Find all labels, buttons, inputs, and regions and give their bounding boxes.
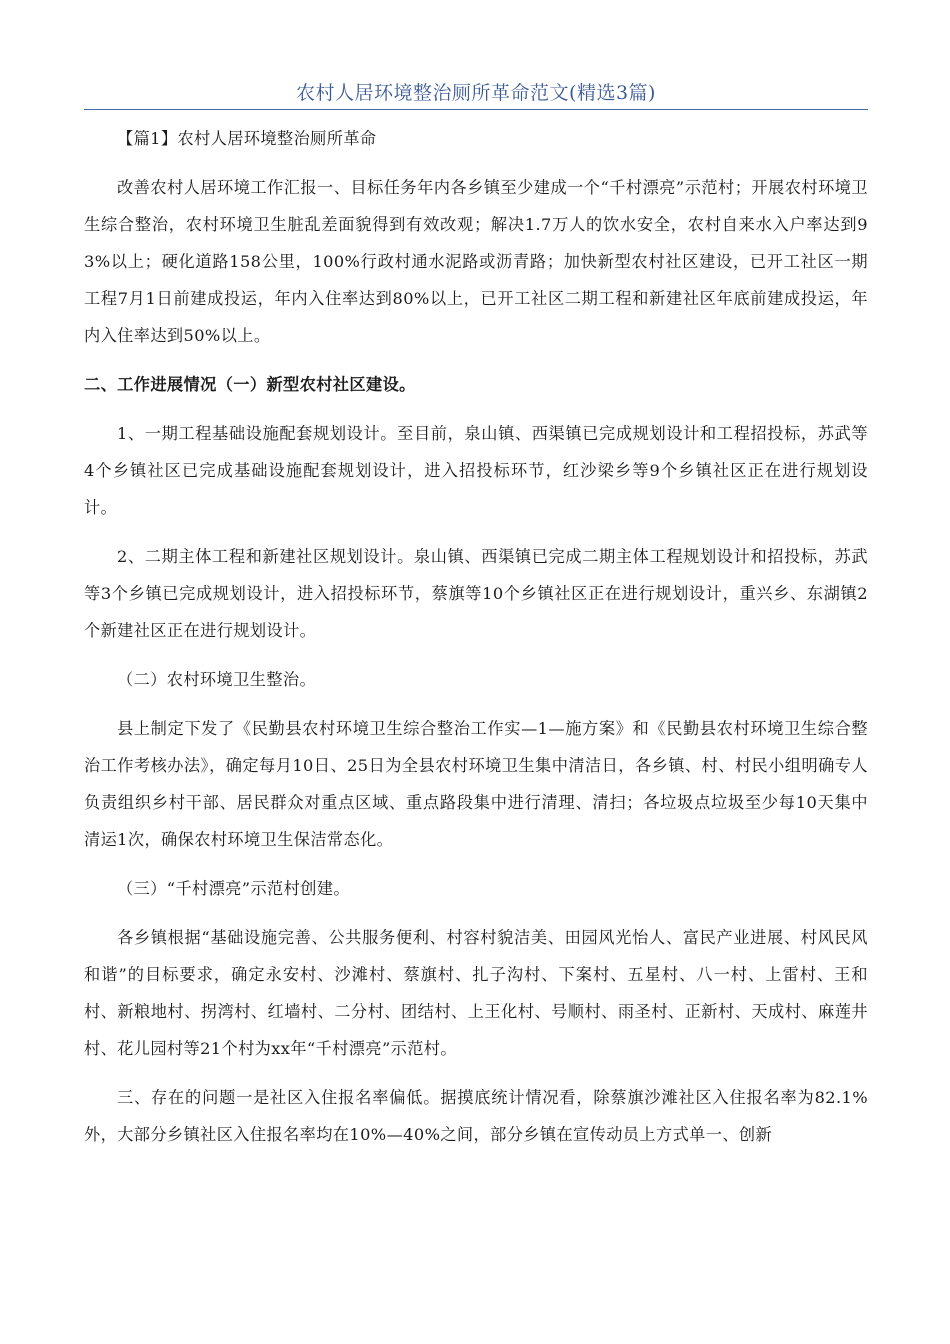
article-heading: 【篇1】农村人居环境整治厕所革命	[117, 129, 377, 148]
document-body	[84, 120, 868, 1153]
paragraph-problems: 三、存在的问题一是社区入住报名率偏低。据摸底统计情况看，除蔡旗沙滩社区入住报名率为82.1%外，大部分乡镇社区入住报名率均在10%—40%之间，部分乡镇在宣传动员上方式单一、创新	[84, 1088, 868, 1144]
paragraph-phase-two: 2、二期主体工程和新建社区规划设计。泉山镇、西渠镇已完成二期主体工程规划设计和招投标，苏武等3个乡镇已完成规划设计，进入招投标环节，蔡旗等10个乡镇社区正在进行规划设计，重兴乡、东湖镇2个新建社区正在进行规划设计。	[84, 547, 868, 640]
paragraph-phase-one: 1、一期工程基础设施配套规划设计。至目前，泉山镇、西渠镇已完成规划设计和工程招投标，苏武等4个乡镇社区已完成基础设施配套规划设计，进入招投标环节，红沙梁乡等9个乡镇社区正在进行规划设计。	[84, 424, 868, 517]
paragraph-demo-villages: 各乡镇根据“基础设施完善、公共服务便利、村容村貌洁美、田园风光怡人、富民产业进展、村风民风和谐”的目标要求，确定永安村、沙滩村、蔡旗村、扎子沟村、下案村、五星村、八一村、上雷村、王和村、新粮地村、拐湾村、红墙村、二分村、团结村、上王化村、号顺村、雨圣村、正新村、天成村、麻莲井村、花儿园村等21个村为xx年“千村漂亮”示范村。	[84, 928, 868, 1058]
subsection-sanitation: （二）农村环境卫生整治。	[117, 670, 317, 689]
section-heading-progress: 二、工作进展情况（一）新型农村社区建设。	[84, 375, 416, 394]
subsection-demo-villages: （三）“千村漂亮”示范村创建。	[117, 879, 350, 898]
paragraph-sanitation: 县上制定下发了《民勤县农村环境卫生综合整治工作实—1—施方案》和《民勤县农村环境卫生综合整治工作考核办法》，确定每月10日、25日为全县农村环境卫生集中清洁日，各乡镇、村、村民小组明确专人负责组织乡村干部、居民群众对重点区域、重点路段集中进行清理、清扫；各垃圾点垃圾至少每10天集中清运1次，确保农村环境卫生保洁常态化。	[84, 719, 868, 849]
document-title: 农村人居环境整治厕所革命范文(精选3篇)	[296, 82, 656, 104]
paragraph-goals: 改善农村人居环境工作汇报一、目标任务年内各乡镇至少建成一个“千村漂亮”示范村；开展农村环境卫生综合整治，农村环境卫生脏乱差面貌得到有效改观；解决1.7万人的饮水安全，农村自来水入户率达到93%以上；硬化道路158公里，100%行政村通水泥路或沥青路；加快新型农村社区建设，已开工社区一期工程7月1日前建成投运，年内入住率达到80%以上，已开工社区二期工程和新建社区年底前建成投运，年内入住率达到50%以上。	[84, 178, 868, 345]
title-underline	[84, 109, 868, 110]
